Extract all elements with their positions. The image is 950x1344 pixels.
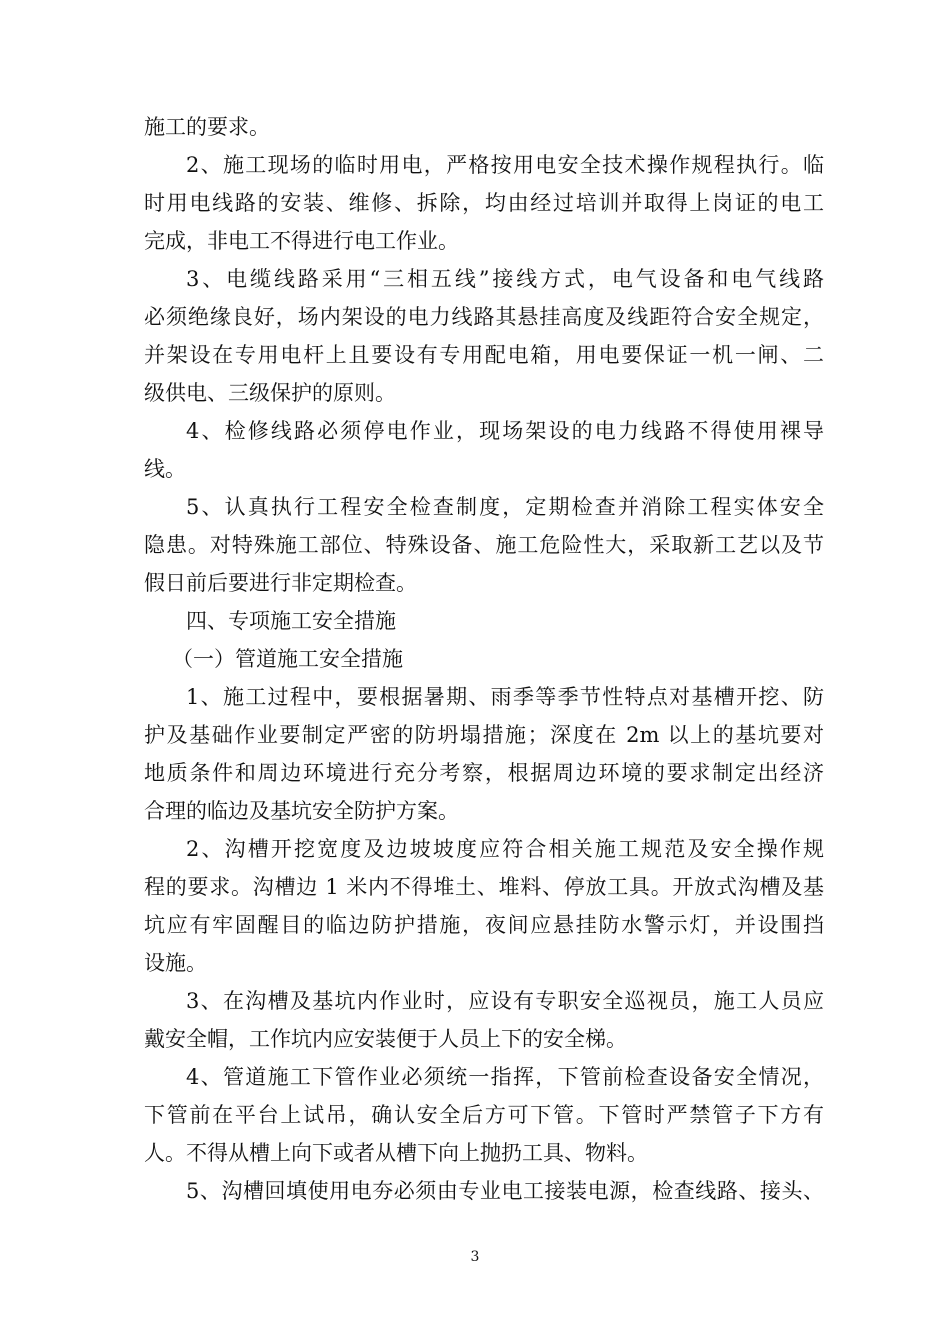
- item-3-line-2: 戴安全帽，工作坑内应安装便于人员上下的安全梯。: [144, 1027, 627, 1051]
- item-5-line-1: 5、沟槽回填使用电夯必须由专业电工接装电源，检查线路、接头、: [186, 1179, 824, 1203]
- section-heading: 四、专项施工安全措施: [186, 609, 396, 633]
- paragraph-3-line-2: 必须绝缘良好，场内架设的电力线路其悬挂高度及线距符合安全规定，: [144, 305, 824, 329]
- paragraph-5-line-3: 假日前后要进行非定期检查。: [144, 571, 417, 595]
- paragraph-3-line-3: 并架设在专用电杆上且要设有专用配电箱，用电要保证一机一闸、二: [144, 343, 824, 367]
- paragraph-3-line-1: 3、电缆线路采用“三相五线”接线方式，电气设备和电气线路: [186, 267, 824, 291]
- paragraph-2-line-1: 2、施工现场的临时用电，严格按用电安全技术操作规程执行。临: [186, 153, 824, 177]
- page-number: 3: [470, 1249, 480, 1265]
- paragraph-5-line-2: 隐患。对特殊施工部位、特殊设备、施工危险性大，采取新工艺以及节: [144, 533, 824, 557]
- item-4-line-1: 4、管道施工下管作业必须统一指挥，下管前检查设备安全情况，: [186, 1065, 824, 1089]
- text-line-1: 施工的要求。: [144, 115, 270, 139]
- item-1-line-4: 合理的临边及基坑安全防护方案。: [144, 799, 459, 823]
- paragraph-2-line-3: 完成，非电工不得进行电工作业。: [144, 229, 459, 253]
- item-1-line-3: 地质条件和周边环境进行充分考察，根据周边环境的要求制定出经济: [144, 761, 824, 785]
- item-2-line-4: 设施。: [144, 951, 207, 975]
- paragraph-4-line-2: 线。: [144, 457, 186, 481]
- paragraph-2-line-2: 时用电线路的安装、维修、拆除，均由经过培训并取得上岗证的电工: [144, 191, 824, 215]
- paragraph-3-line-4: 级供电、三级保护的原则。: [144, 381, 396, 405]
- item-2-line-3: 坑应有牢固醒目的临边防护措施，夜间应悬挂防水警示灯，并设围挡: [144, 913, 824, 937]
- item-2-line-2: 程的要求。沟槽边 1 米内不得堆土、堆料、停放工具。开放式沟槽及基: [144, 875, 824, 899]
- item-4-line-3: 人。不得从槽上向下或者从槽下向上抛扔工具、物料。: [144, 1141, 648, 1165]
- item-4-line-2: 下管前在平台上试吊，确认安全后方可下管。下管时严禁管子下方有: [144, 1103, 824, 1127]
- paragraph-5-line-1: 5、认真执行工程安全检查制度，定期检查并消除工程实体安全: [186, 495, 824, 519]
- item-1-line-1: 1、施工过程中，要根据暑期、雨季等季节性特点对基槽开挖、防: [186, 685, 824, 709]
- paragraph-4-line-1: 4、检修线路必须停电作业，现场架设的电力线路不得使用裸导: [186, 419, 824, 443]
- subsection-heading: （一）管道施工安全措施: [172, 647, 403, 671]
- item-1-line-2: 护及基础作业要制定严密的防坍塌措施；深度在 2m 以上的基坑要对: [144, 723, 824, 747]
- item-3-line-1: 3、在沟槽及基坑内作业时，应设有专职安全巡视员，施工人员应: [186, 989, 824, 1013]
- item-2-line-1: 2、沟槽开挖宽度及边坡坡度应符合相关施工规范及安全操作规: [186, 837, 824, 861]
